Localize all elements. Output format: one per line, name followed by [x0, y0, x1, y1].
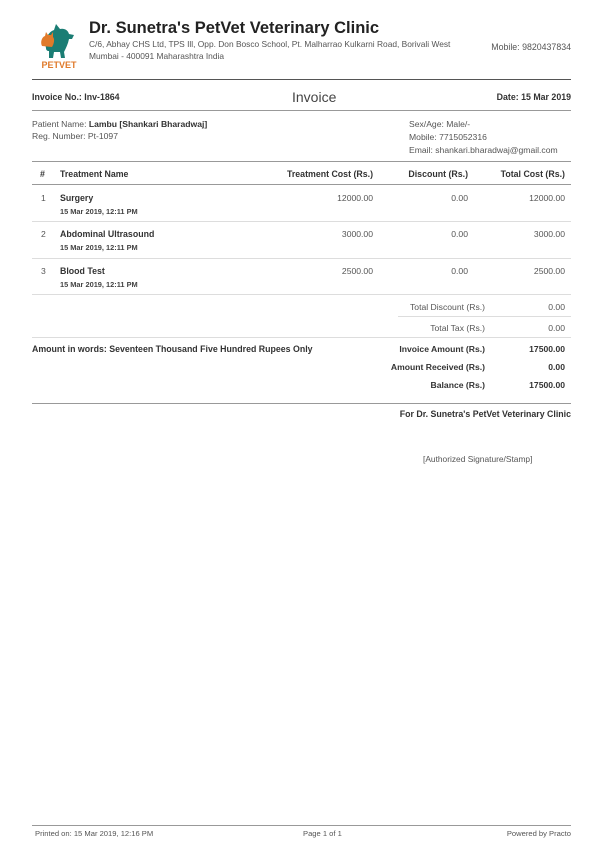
- treatment-discount: 0.00: [451, 229, 468, 239]
- clinic-address-line1: C/6, Abhay CHS Ltd, TPS Ill, Opp. Don Bosco School, Pt. Malharrao Kulkarni Road, Borivali West: [89, 39, 451, 49]
- patient-reg-number: Reg. Number: Pt-1097: [32, 131, 118, 141]
- clinic-address: [89, 39, 474, 62]
- meta-divider: [32, 110, 571, 111]
- clinic-address-line2: Mumbai - 400091 Maharashtra India: [89, 50, 225, 61]
- treatment-total: 3000.00: [533, 229, 565, 239]
- treatment-discount: 0.00: [451, 266, 468, 276]
- signature-stamp-placeholder: [Authorized Signature/Stamp]: [423, 454, 533, 464]
- th-discount: Discount (Rs.): [408, 169, 468, 179]
- patient-email: Email: shankari.bharadwaj@gmail.com: [409, 145, 558, 155]
- row-number: 1: [41, 193, 46, 203]
- th-treatment-cost: Treatment Cost (Rs.): [286, 169, 373, 179]
- treatment-name: Abdominal Ultrasound: [60, 229, 155, 239]
- balance-label: Balance (Rs.): [430, 380, 485, 390]
- svg-text:PETVET: PETVET: [41, 60, 77, 70]
- invoice-number: Invoice No.: Inv-1864: [32, 92, 120, 102]
- summary-bottom-divider: [32, 403, 571, 404]
- treatment-date: 15 Mar 2019, 12:11 PM: [60, 280, 138, 289]
- total-tax-label: Total Tax (Rs.): [430, 323, 485, 333]
- patient-name: [32, 119, 207, 129]
- amount-received-value: 0.00: [548, 362, 565, 372]
- powered-by: Powered by Practo: [506, 829, 571, 838]
- th-number: #: [40, 169, 45, 179]
- row-divider: [32, 258, 571, 259]
- treatment-total: 12000.00: [529, 193, 565, 203]
- dog-cat-logo-icon: [38, 18, 80, 70]
- treatment-total: 2500.00: [533, 266, 565, 276]
- invoice-amount-value: 17500.00: [529, 344, 565, 354]
- clinic-name: Dr. Sunetra's PetVet Veterinary Clinic: [89, 19, 380, 37]
- treatment-date: 15 Mar 2019, 12:11 PM: [60, 243, 138, 252]
- amount-in-words: Amount in words: Seventeen Thousand Five Hundred Rupees Only: [32, 344, 313, 354]
- clinic-logo: [38, 18, 80, 70]
- page-number: Page 1 of 1: [303, 829, 342, 838]
- patient-mobile: Mobile: 7715052316: [409, 132, 487, 142]
- treatment-date: 15 Mar 2019, 12:11 PM: [60, 207, 138, 216]
- patient-name-value: Lambu [Shankari Bharadwaj]: [88, 119, 208, 129]
- row-number: 3: [41, 266, 46, 276]
- amount-received-label: Amount Received (Rs.): [390, 362, 485, 372]
- printed-on: Printed on: 15 Mar 2019, 12:16 PM: [35, 829, 154, 838]
- for-clinic-label: For Dr. Sunetra's PetVet Veterinary Clinic: [399, 409, 571, 419]
- patient-name-label: Patient Name:: [32, 119, 89, 129]
- th-total-cost: Total Cost (Rs.): [500, 169, 565, 179]
- treatment-discount: 0.00: [451, 193, 468, 203]
- row-number: 2: [41, 229, 46, 239]
- invoice-date: Date: 15 Mar 2019: [496, 92, 571, 102]
- invoice-title: Invoice: [292, 89, 337, 105]
- patient-sex-age: Sex/Age: Male/-: [409, 119, 471, 129]
- summary-divider: [32, 337, 571, 338]
- total-discount-value: 0.00: [548, 302, 565, 312]
- treatment-cost: 2500.00: [341, 266, 373, 276]
- row-divider: [32, 221, 571, 222]
- footer-divider: [32, 825, 571, 826]
- total-tax-value: 0.00: [548, 323, 565, 333]
- summary-divider: [398, 316, 571, 317]
- clinic-mobile: Mobile: 9820437834: [491, 42, 571, 52]
- table-top-divider: [32, 161, 571, 162]
- header-divider: [32, 79, 571, 80]
- th-treatment-name: Treatment Name: [60, 169, 129, 179]
- total-discount-label: Total Discount (Rs.): [410, 302, 485, 312]
- table-header-divider: [32, 184, 571, 185]
- row-divider: [32, 294, 571, 295]
- treatment-cost: 3000.00: [341, 229, 373, 239]
- balance-value: 17500.00: [529, 380, 565, 390]
- treatment-cost: 12000.00: [337, 193, 373, 203]
- invoice-amount-label: Invoice Amount (Rs.): [399, 344, 485, 354]
- treatment-name: Surgery: [60, 193, 94, 203]
- treatment-name: Blood Test: [60, 266, 105, 276]
